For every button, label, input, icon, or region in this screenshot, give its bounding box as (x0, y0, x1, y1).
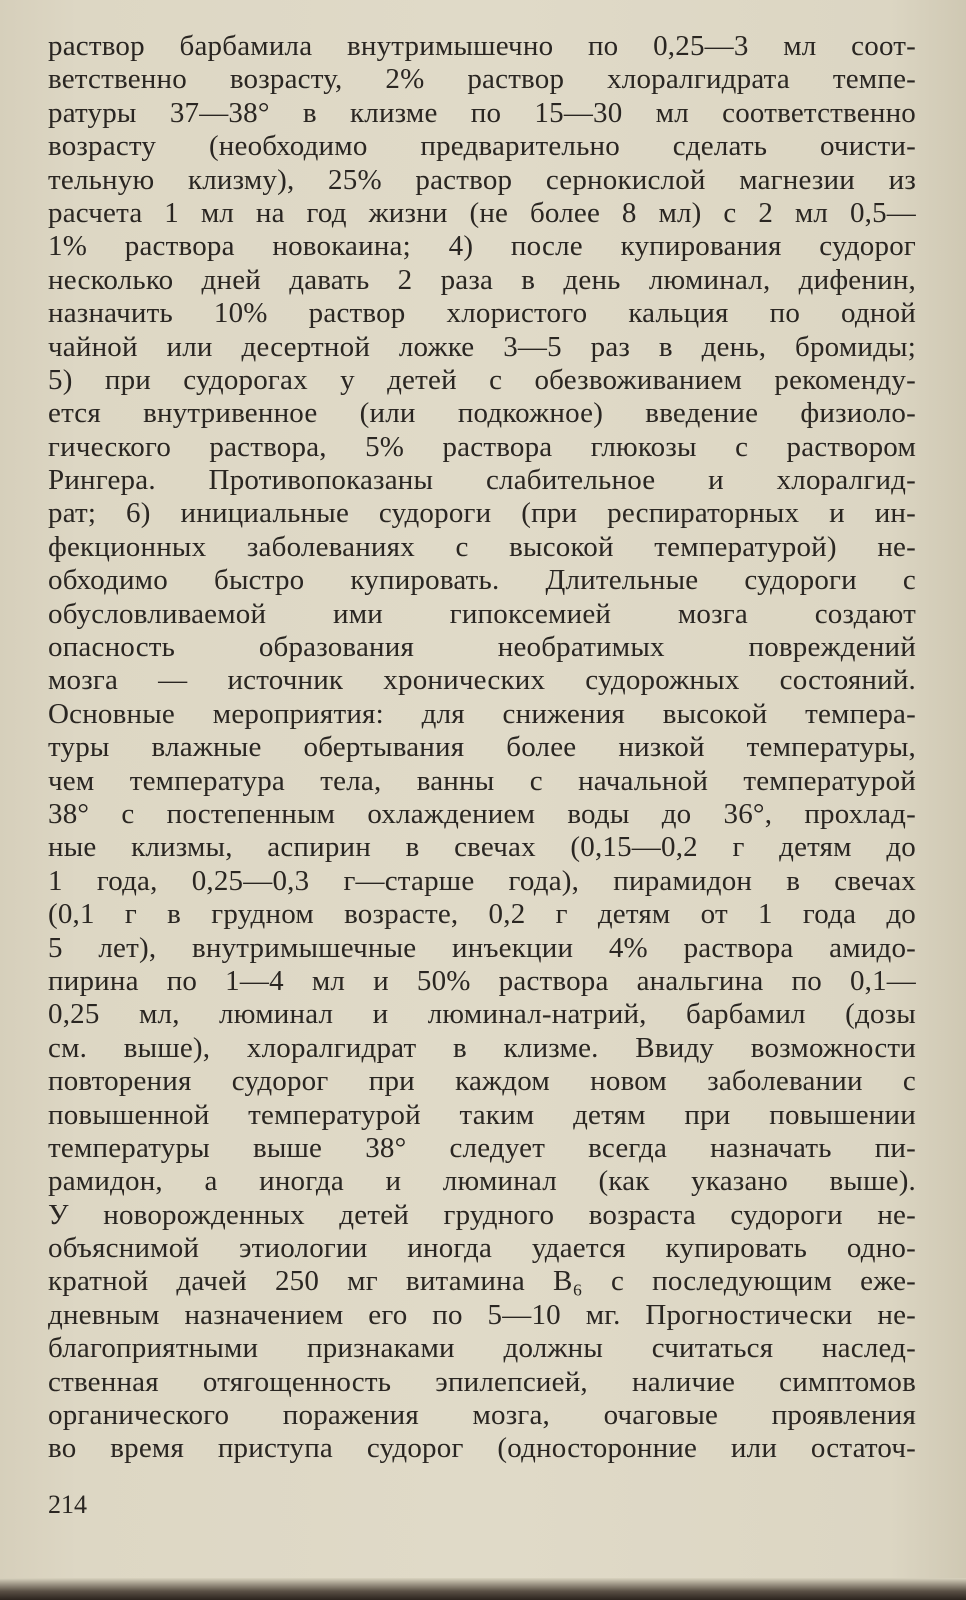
text-line: ется внутривенное (или подкожное) введение физиоло- (48, 397, 916, 430)
text-line: пирина по 1—4 мл и 50% раствора анальгина по 0,1— (48, 964, 916, 997)
text-line: кратной дачей 250 мг витамина B₆ с последующим еже- (48, 1265, 916, 1298)
text-line: чем температура тела, ванны с начальной температурой (48, 764, 916, 797)
text-line: ственная отягощенность эпилепсией, наличие симптомов (48, 1365, 916, 1398)
text-line: (0,1 г в грудном возрасте, 0,2 г детям от 1 года до (48, 898, 916, 931)
text-line: обусловливаемой ими гипоксемией мозга создают (48, 597, 916, 630)
text-line: фекционных заболеваниях с высокой температурой) не- (48, 530, 916, 563)
text-line: органического поражения мозга, очаговые проявления (48, 1399, 916, 1432)
text-line: опасность образования необратимых повреждений (48, 631, 916, 664)
text-line: расчета 1 мл на год жизни (не более 8 мл) с 2 мл 0,5— (48, 196, 916, 229)
text-line: несколько дней давать 2 раза в день люминал, дифенин, (48, 263, 916, 296)
text-line: температуры выше 38° следует всегда назначать пи- (48, 1131, 916, 1164)
text-line: см. выше), хлоралгидрат в клизме. Ввиду возможности (48, 1031, 916, 1064)
text-line: рат; 6) инициальные судороги (при респираторных и ин- (48, 497, 916, 530)
text-line: мозга — источник хронических судорожных состояний. (48, 664, 916, 697)
text-line: 5) при судорогах у детей с обезвоживанием рекоменду- (48, 363, 916, 396)
page-number: 214 (48, 1490, 87, 1519)
text-line: ратуры 37—38° в клизме по 15—30 мл соответственно (48, 96, 916, 129)
text-line: У новорожденных детей грудного возраста судороги не- (48, 1198, 916, 1231)
text-line: Рингера. Противопоказаны слабительное и хлоралгид- (48, 464, 916, 497)
text-line: во время приступа судорог (односторонние или остаточ- (48, 1432, 916, 1465)
text-line: объяснимой этиологии иногда удается купировать одно- (48, 1232, 916, 1265)
text-line: повторения судорог при каждом новом заболевании с (48, 1065, 916, 1098)
text-line: рамидон, а иногда и люминал (как указано выше). (48, 1165, 916, 1198)
body-text (48, 30, 916, 1466)
text-line: ветственно возрасту, 2% раствор хлоралгидрата темпе- (48, 63, 916, 96)
text-line: дневным назначением его по 5—10 мг. Прогностически не- (48, 1298, 916, 1331)
text-line: 1 года, 0,25—0,3 г—старше года), пирамидон в свечах (48, 864, 916, 897)
text-line: благоприятными признаками должны считаться наслед- (48, 1332, 916, 1365)
text-line: раствор барбамила внутримышечно по 0,25—3 мл соот- (48, 30, 916, 62)
text-line: обходимо быстро купировать. Длительные судороги с (48, 564, 916, 597)
page-bottom-shadow (0, 1578, 966, 1600)
text-line: 0,25 мл, люминал и люминал-натрий, барбамил (дозы (48, 998, 916, 1031)
text-line: гического раствора, 5% раствора глюкозы с раствором (48, 430, 916, 463)
text-line: Основные мероприятия: для снижения высокой темпера- (48, 697, 916, 730)
text-line: повышенной температурой таким детям при повышении (48, 1098, 916, 1131)
text-line: назначить 10% раствор хлористого кальция по одной (48, 297, 916, 330)
text-line: туры влажные обертывания более низкой температуры, (48, 731, 916, 764)
text-line: чайной или десертной ложке 3—5 раз в день, бромиды; (48, 330, 916, 363)
text-line: 5 лет), внутримышечные инъекции 4% раствора амидо- (48, 931, 916, 964)
text-line: возрасту (необходимо предварительно сделать очисти- (48, 130, 916, 163)
text-line: 38° с постепенным охлаждением воды до 36°, прохлад- (48, 797, 916, 830)
text-line: ные клизмы, аспирин в свечах (0,15—0,2 г детям до (48, 831, 916, 864)
text-line: тельную клизму), 25% раствор сернокислой магнезии из (48, 163, 916, 196)
text-line: 1% раствора новокаина; 4) после купирования судорог (48, 230, 916, 263)
